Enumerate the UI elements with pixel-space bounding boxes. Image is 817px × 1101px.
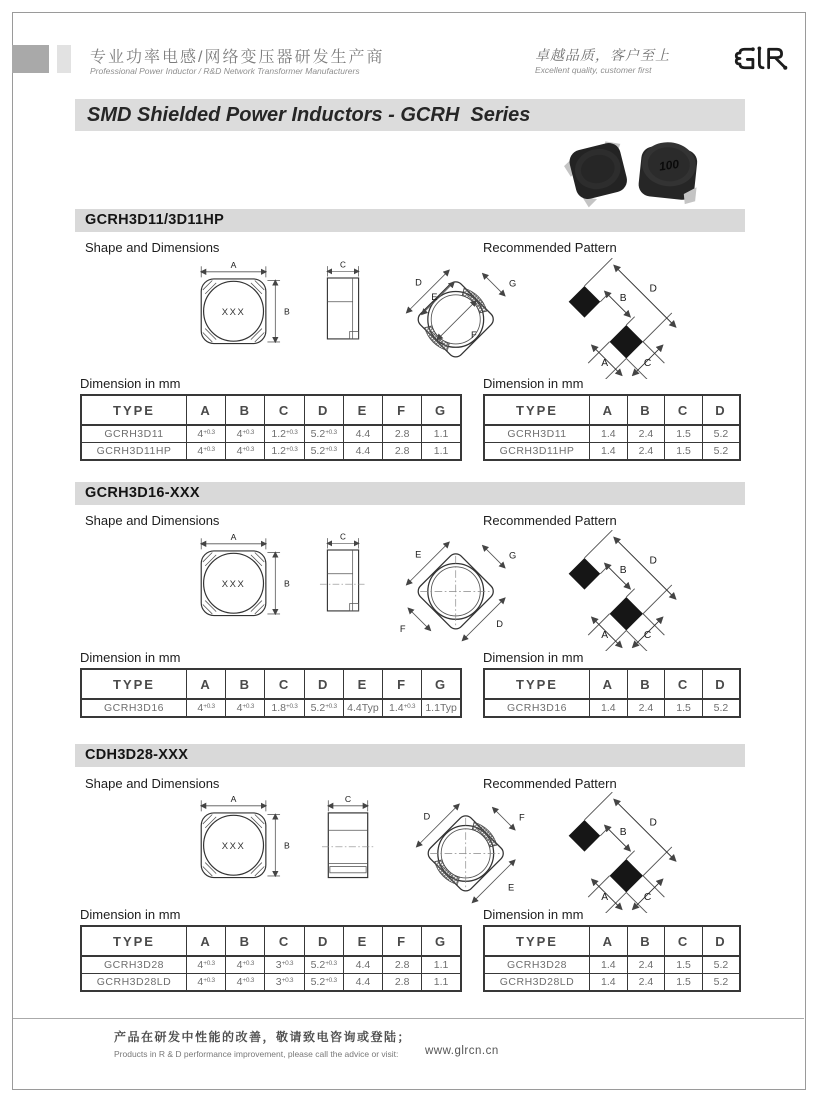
pattern-dim-a: A bbox=[601, 629, 609, 641]
column-header: A bbox=[590, 926, 628, 956]
dim-d-label: D bbox=[423, 811, 431, 822]
dim-cell: $5.2^{+0.3}$ bbox=[304, 425, 343, 443]
shape-title: Shape and Dimensions bbox=[85, 240, 220, 255]
dim-d-label: D bbox=[415, 277, 422, 288]
type-cell: GCRH3D16 bbox=[484, 699, 590, 717]
column-header: G bbox=[422, 926, 461, 956]
column-header: A bbox=[590, 669, 628, 699]
recommended-pattern-drawing bbox=[538, 792, 696, 918]
shape-drawings bbox=[183, 794, 541, 906]
dim-cell: $3^{+0.3}$ bbox=[265, 974, 304, 992]
shape-dimension-table bbox=[80, 668, 462, 718]
website-link[interactable]: www.glrcn.cn bbox=[425, 1045, 499, 1057]
dim-e-label: E bbox=[431, 291, 438, 302]
type-cell: GCRH3D28 bbox=[81, 956, 187, 974]
dim-cell: $4^{+0.3}$ bbox=[187, 443, 226, 461]
dim-b-label: B bbox=[283, 840, 290, 851]
dim-cell: $4^{+0.3}$ bbox=[187, 425, 226, 443]
pattern-dim-d: D bbox=[649, 555, 657, 567]
dim-cell: $1.2^{+0.3}$ bbox=[265, 425, 304, 443]
dim-cell: 2.8 bbox=[383, 425, 422, 443]
table-row bbox=[484, 974, 740, 992]
shape-drawings bbox=[183, 532, 531, 644]
shape-title: Shape and Dimensions bbox=[85, 776, 220, 791]
dim-cell: 1.5 bbox=[665, 956, 703, 974]
column-header: F bbox=[383, 669, 422, 699]
dim-cell: $3^{+0.3}$ bbox=[265, 956, 304, 974]
column-header: C bbox=[665, 395, 703, 425]
footer-note-en: Products in R & D performance improvement, please call the advice or visit: bbox=[114, 1049, 399, 1059]
column-header: G bbox=[422, 669, 461, 699]
side-view-drawing bbox=[317, 794, 379, 887]
column-header: E bbox=[343, 669, 382, 699]
dim-g-label: G bbox=[509, 550, 517, 561]
footer-divider bbox=[13, 1018, 804, 1019]
dim-cell: $4^{+0.3}$ bbox=[187, 974, 226, 992]
dim-cell: 2.4 bbox=[627, 443, 665, 461]
dim-cell: 2.8 bbox=[383, 956, 422, 974]
top-view-drawing bbox=[183, 532, 303, 625]
type-cell: GCRH3D11HP bbox=[81, 443, 187, 461]
top-view-drawing bbox=[183, 260, 303, 353]
section-heading-gcrh3d11: GCRH3D11/3D11HP bbox=[75, 209, 745, 232]
column-header: B bbox=[226, 395, 265, 425]
dim-cell: 5.2 bbox=[702, 699, 740, 717]
dim-cell: 2.4 bbox=[627, 974, 665, 992]
dimension-note: Dimension in mm bbox=[483, 907, 584, 922]
pattern-dimension-table bbox=[483, 394, 741, 461]
dimension-note: Dimension in mm bbox=[80, 907, 181, 922]
dim-cell: 2.4 bbox=[627, 956, 665, 974]
pattern-dim-b: B bbox=[619, 826, 627, 838]
dim-cell: $5.2^{+0.3}$ bbox=[304, 443, 343, 461]
pattern-dim-a: A bbox=[601, 891, 609, 903]
column-header: D bbox=[304, 395, 343, 425]
dim-cell: 5.2 bbox=[702, 425, 740, 443]
footer-note-zh: 产品在研发中性能的改善，敬请致电咨询或登陆； bbox=[114, 1030, 412, 1044]
column-header: D bbox=[304, 926, 343, 956]
dim-cell: $5.2^{+0.3}$ bbox=[304, 974, 343, 992]
dim-cell: $4^{+0.3}$ bbox=[187, 699, 226, 717]
inductor-photo bbox=[558, 130, 708, 208]
column-header: A bbox=[187, 395, 226, 425]
dim-a-label: A bbox=[230, 260, 237, 270]
type-cell: GCRH3D28 bbox=[484, 956, 590, 974]
dim-cell: $4^{+0.3}$ bbox=[226, 699, 265, 717]
company-tagline-en: Professional Power Inductor / R&D Network Transformer Manufacturers bbox=[90, 66, 360, 76]
column-header: A bbox=[590, 395, 628, 425]
section-heading-cdh3d28: CDH3D28-XXX bbox=[75, 744, 745, 767]
glr-logo bbox=[733, 40, 795, 82]
shape-dimension-table bbox=[80, 925, 462, 992]
header-accent-block-dark bbox=[12, 45, 49, 73]
dim-c-label: C bbox=[344, 794, 352, 804]
marking-label: XXX bbox=[221, 307, 246, 319]
dim-cell: 5.2 bbox=[702, 956, 740, 974]
table-row bbox=[81, 699, 461, 717]
type-cell: GCRH3D11HP bbox=[484, 443, 590, 461]
dim-f-label: F bbox=[470, 329, 477, 340]
dim-cell: 2.4 bbox=[627, 699, 665, 717]
dim-c-label: C bbox=[340, 532, 346, 542]
column-header: TYPE bbox=[484, 926, 590, 956]
table-row bbox=[484, 443, 740, 461]
column-header: D bbox=[702, 395, 740, 425]
dim-b-label: B bbox=[283, 306, 290, 317]
dim-cell: 4.4Typ bbox=[343, 699, 382, 717]
pattern-dimension-table bbox=[483, 668, 741, 718]
table-row bbox=[484, 699, 740, 717]
dim-f-label: F bbox=[519, 812, 525, 823]
dim-cell: $4^{+0.3}$ bbox=[226, 425, 265, 443]
pattern-title: Recommended Pattern bbox=[483, 513, 617, 528]
section-heading-gcrh3d16: GCRH3D16-XXX bbox=[75, 482, 745, 505]
recommended-pattern-drawing bbox=[538, 530, 696, 656]
dim-cell: $1.2^{+0.3}$ bbox=[265, 443, 304, 461]
column-header: B bbox=[627, 669, 665, 699]
pattern-dim-b: B bbox=[619, 564, 627, 576]
dim-cell: 5.2 bbox=[702, 974, 740, 992]
column-header: D bbox=[702, 926, 740, 956]
dim-a-label: A bbox=[230, 794, 237, 804]
dim-cell: 1.5 bbox=[665, 443, 703, 461]
dim-cell: 4.4 bbox=[343, 974, 382, 992]
dimension-note: Dimension in mm bbox=[483, 650, 584, 665]
dim-cell: $4^{+0.3}$ bbox=[187, 956, 226, 974]
column-header: F bbox=[383, 395, 422, 425]
top-view-drawing bbox=[183, 794, 303, 887]
column-header: B bbox=[627, 926, 665, 956]
dim-cell: 1.4 bbox=[590, 425, 628, 443]
dim-cell: $5.2^{+0.3}$ bbox=[304, 956, 343, 974]
column-header: F bbox=[383, 926, 422, 956]
dim-cell: $1.8^{+0.3}$ bbox=[265, 699, 304, 717]
column-header: B bbox=[226, 669, 265, 699]
column-header: C bbox=[665, 926, 703, 956]
column-header: B bbox=[226, 926, 265, 956]
diagonal-view-drawing bbox=[393, 794, 541, 906]
dim-cell: 4.4 bbox=[343, 956, 382, 974]
table-row bbox=[484, 425, 740, 443]
dim-d-label: D bbox=[496, 618, 504, 629]
dim-cell: 1.4 bbox=[590, 699, 628, 717]
column-header: C bbox=[265, 395, 304, 425]
dim-cell: 1.4 bbox=[590, 974, 628, 992]
diagonal-view-drawing bbox=[383, 260, 531, 372]
dim-cell: 1.1 bbox=[422, 443, 461, 461]
table-row bbox=[81, 956, 461, 974]
dim-cell: $5.2^{+0.3}$ bbox=[304, 699, 343, 717]
dim-cell: 2.8 bbox=[383, 443, 422, 461]
pattern-dimension-table bbox=[483, 925, 741, 992]
dimension-note: Dimension in mm bbox=[483, 376, 584, 391]
dim-g-label: G bbox=[509, 278, 517, 289]
type-cell: GCRH3D11 bbox=[484, 425, 590, 443]
recommended-pattern-drawing bbox=[538, 258, 696, 384]
shape-drawings bbox=[183, 260, 531, 372]
table-row bbox=[484, 956, 740, 974]
dim-b-label: B bbox=[283, 578, 290, 589]
column-header: TYPE bbox=[81, 926, 187, 956]
glr-logo-icon bbox=[733, 40, 795, 77]
column-header: E bbox=[343, 395, 382, 425]
dim-cell: 4.4 bbox=[343, 443, 382, 461]
dim-cell: 1.1Typ bbox=[422, 699, 461, 717]
dimension-note: Dimension in mm bbox=[80, 650, 181, 665]
side-view-drawing bbox=[317, 532, 369, 620]
company-tagline-zh: 专业功率电感/网络变压器研发生产商 bbox=[90, 49, 385, 66]
column-header: A bbox=[187, 669, 226, 699]
header-accent-block-light bbox=[57, 45, 71, 73]
dim-cell: 2.4 bbox=[627, 425, 665, 443]
table-row bbox=[81, 974, 461, 992]
marking-label: XXX bbox=[221, 841, 246, 853]
column-header: TYPE bbox=[484, 395, 590, 425]
pattern-dim-a: A bbox=[601, 357, 609, 369]
column-header: TYPE bbox=[81, 669, 187, 699]
type-cell: GCRH3D28LD bbox=[81, 974, 187, 992]
column-header: C bbox=[265, 669, 304, 699]
dim-cell: $1.4^{+0.3}$ bbox=[383, 699, 422, 717]
pattern-dim-d: D bbox=[649, 283, 657, 295]
dim-cell: 1.4 bbox=[590, 956, 628, 974]
column-header: A bbox=[187, 926, 226, 956]
pattern-dim-c: C bbox=[643, 357, 652, 369]
dim-cell: $4^{+0.3}$ bbox=[226, 974, 265, 992]
product-marking: 100 bbox=[658, 156, 680, 174]
dim-f-label: F bbox=[399, 623, 406, 634]
product-photos bbox=[558, 130, 708, 213]
dim-e-label: E bbox=[508, 882, 515, 893]
dim-cell: 1.4 bbox=[590, 443, 628, 461]
column-header: C bbox=[265, 926, 304, 956]
dim-cell: 1.5 bbox=[665, 699, 703, 717]
dim-cell: 2.8 bbox=[383, 974, 422, 992]
column-header: E bbox=[343, 926, 382, 956]
dim-cell: $4^{+0.3}$ bbox=[226, 443, 265, 461]
shape-dimension-table bbox=[80, 394, 462, 461]
table-row bbox=[81, 425, 461, 443]
type-cell: GCRH3D28LD bbox=[484, 974, 590, 992]
dim-cell: 1.5 bbox=[665, 425, 703, 443]
column-header: D bbox=[304, 669, 343, 699]
shape-title: Shape and Dimensions bbox=[85, 513, 220, 528]
slogan-zh: 卓越品质，客户至上 bbox=[535, 47, 670, 63]
column-header: TYPE bbox=[484, 669, 590, 699]
page-title: SMD Shielded Power Inductors - GCRH Series bbox=[75, 99, 745, 131]
dim-cell: 1.1 bbox=[422, 956, 461, 974]
dim-cell: 5.2 bbox=[702, 443, 740, 461]
dim-cell: 1.1 bbox=[422, 974, 461, 992]
marking-label: XXX bbox=[221, 579, 246, 591]
diagonal-view-drawing bbox=[383, 532, 531, 644]
type-cell: GCRH3D11 bbox=[81, 425, 187, 443]
pattern-title: Recommended Pattern bbox=[483, 776, 617, 791]
dim-cell: 1.5 bbox=[665, 974, 703, 992]
pattern-dim-b: B bbox=[619, 292, 627, 304]
slogan-en: Excellent quality, customer first bbox=[535, 65, 652, 75]
pattern-dim-c: C bbox=[643, 891, 652, 903]
type-cell: GCRH3D16 bbox=[81, 699, 187, 717]
pattern-dim-c: C bbox=[643, 629, 652, 641]
pattern-dim-d: D bbox=[649, 817, 657, 829]
column-header: TYPE bbox=[81, 395, 187, 425]
table-row bbox=[81, 443, 461, 461]
dim-e-label: E bbox=[415, 549, 422, 560]
column-header: D bbox=[702, 669, 740, 699]
column-header: B bbox=[627, 395, 665, 425]
dim-a-label: A bbox=[230, 532, 237, 542]
column-header: G bbox=[422, 395, 461, 425]
dim-cell: $4^{+0.3}$ bbox=[226, 956, 265, 974]
column-header: C bbox=[665, 669, 703, 699]
pattern-title: Recommended Pattern bbox=[483, 240, 617, 255]
dim-c-label: C bbox=[340, 260, 346, 270]
dimension-note: Dimension in mm bbox=[80, 376, 181, 391]
side-view-drawing bbox=[317, 260, 369, 348]
dim-cell: 1.1 bbox=[422, 425, 461, 443]
dim-cell: 4.4 bbox=[343, 425, 382, 443]
